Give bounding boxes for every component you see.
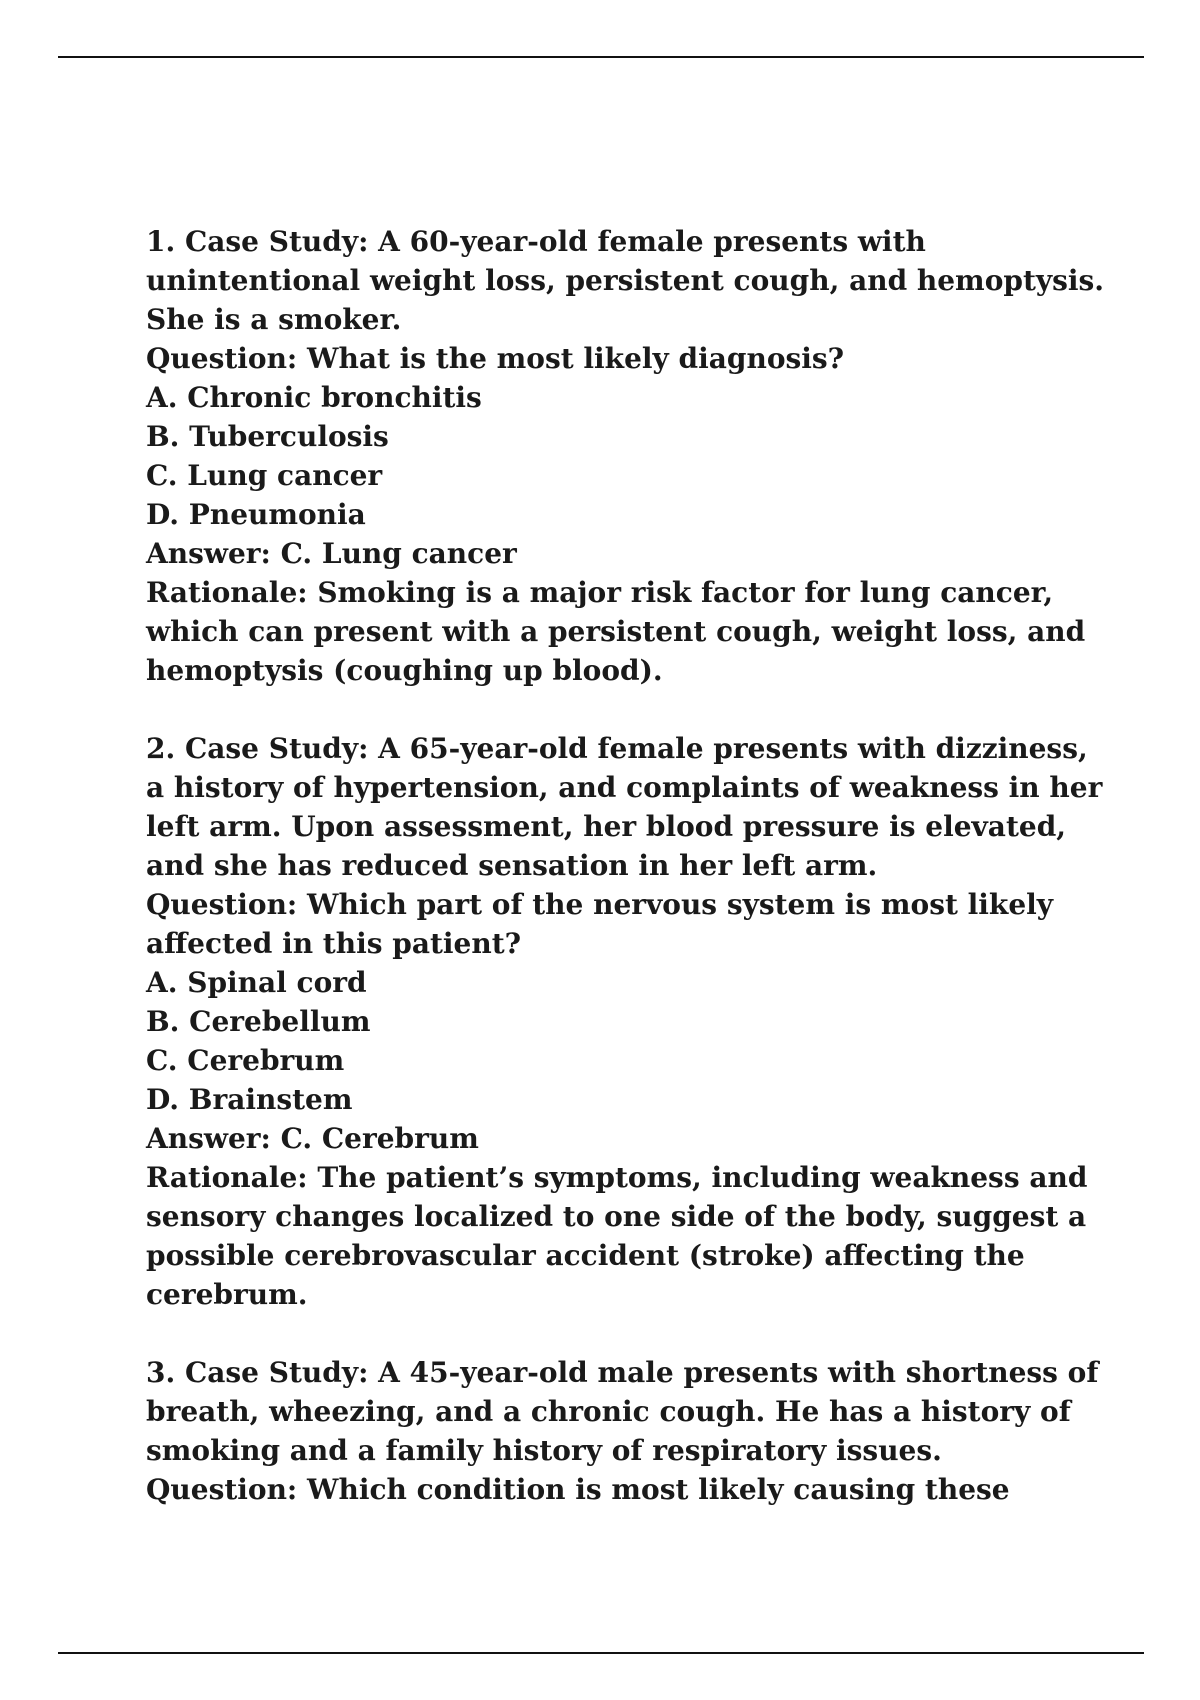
case-study-text: 1. Case Study: A 60-year-old female presents with unintentional weight loss, persistent cough, and hemoptysis. She is a smoker. (146, 225, 1105, 336)
question-block-3 (146, 1353, 1106, 1509)
option-c: C. Cerebrum (146, 1044, 345, 1077)
option-d: D. Brainstem (146, 1083, 353, 1116)
case-study-text: 2. Case Study: A 65-year-old female presents with dizziness, a history of hypertension, and complaints of weakness in her left arm. Upon assessment, her blood pressure is elevated, and she has reduced sensation in her left arm. (146, 732, 1103, 882)
question-text: Question: Which part of the nervous system is most likely affected in this patient? (146, 888, 1054, 960)
rationale-text: Rationale: Smoking is a major risk factor for lung cancer, which can present with a persistent cough, weight loss, and hemoptysis (coughing up blood). (146, 576, 1086, 687)
option-b: B. Tuberculosis (146, 420, 389, 453)
answer-text: Answer: C. Lung cancer (146, 537, 517, 570)
question-block-2 (146, 729, 1106, 1314)
question-block-1 (146, 222, 1106, 690)
top-rule (58, 56, 1144, 58)
option-d: D. Pneumonia (146, 498, 366, 531)
option-a: A. Spinal cord (146, 966, 367, 999)
case-study-text: 3. Case Study: A 45-year-old male presents with shortness of breath, wheezing, and a chronic cough. He has a history of smoking and a family history of respiratory issues. (146, 1356, 1099, 1467)
question-text: Question: Which condition is most likely causing these (146, 1473, 1010, 1506)
bottom-rule (58, 1652, 1144, 1654)
option-c: C. Lung cancer (146, 459, 383, 492)
document-body (146, 222, 1106, 1509)
answer-text: Answer: C. Cerebrum (146, 1122, 479, 1155)
option-a: A. Chronic bronchitis (146, 381, 482, 414)
option-b: B. Cerebellum (146, 1005, 371, 1038)
question-text: Question: What is the most likely diagnosis? (146, 342, 845, 375)
rationale-text: Rationale: The patient’s symptoms, including weakness and sensory changes localized to one side of the body, suggest a possible cerebrovascular accident (stroke) affecting the cerebrum. (146, 1161, 1088, 1311)
